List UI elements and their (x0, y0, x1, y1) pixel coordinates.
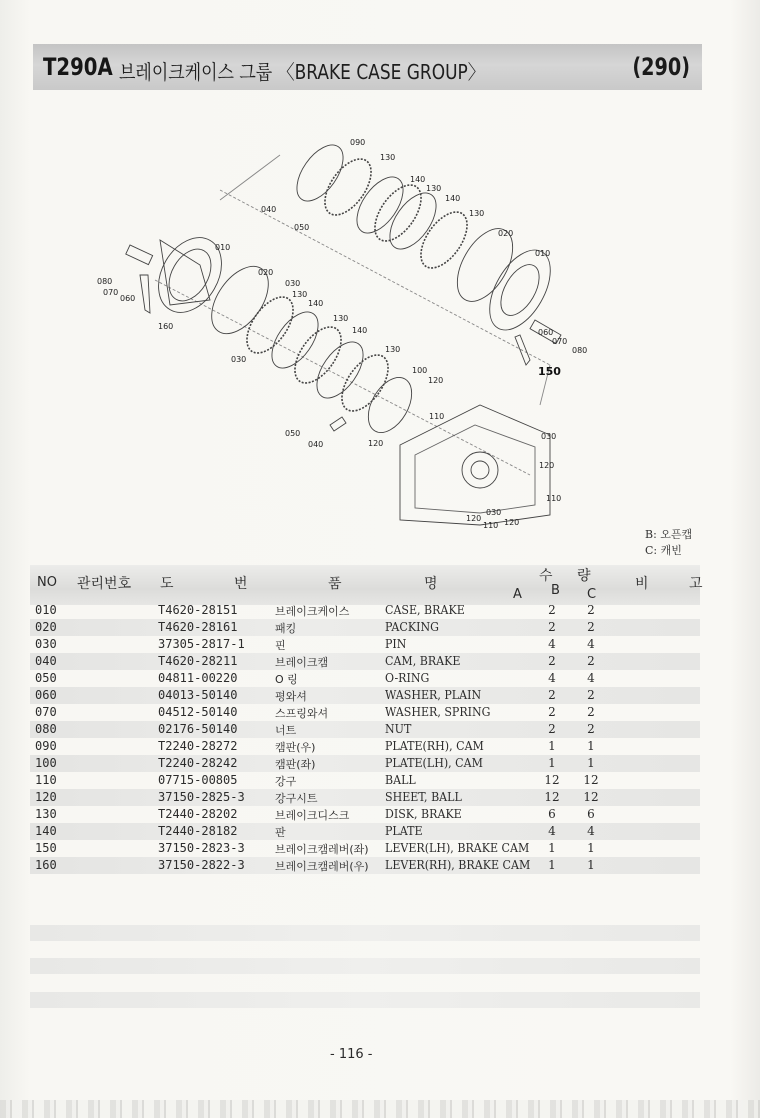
blank-row (30, 925, 700, 941)
svg-text:120: 120 (466, 514, 482, 523)
row-name-english: NUT (385, 722, 412, 736)
row-no: 150 (35, 841, 57, 855)
row-qty-b: 1 (548, 756, 556, 770)
row-name-english: WASHER, PLAIN (385, 688, 482, 702)
legend-c: C: 캐빈 (645, 544, 682, 557)
svg-text:130: 130 (292, 290, 308, 299)
table-row (30, 721, 700, 738)
row-name-english: PACKING (385, 620, 439, 634)
row-name-korean: 브레이크캠레버(좌) (275, 843, 369, 856)
col-drawing-no: 도 번 (160, 576, 276, 592)
row-qty-c: 2 (587, 620, 595, 634)
blank-row (30, 958, 700, 974)
col-management-no: 관리번호 (77, 576, 132, 592)
row-part-number: T2440-28202 (158, 807, 238, 821)
row-name-english: LEVER(RH), BRAKE CAM (385, 858, 531, 872)
svg-text:120: 120 (428, 376, 444, 385)
svg-text:120: 120 (504, 518, 520, 527)
row-part-number: 37150-2823-3 (158, 841, 245, 855)
row-qty-b: 1 (548, 841, 556, 855)
row-qty-b: 6 (548, 807, 556, 821)
row-no: 140 (35, 824, 57, 838)
row-name-korean: 브레이크디스크 (275, 809, 350, 822)
row-no: 130 (35, 807, 57, 821)
row-no: 080 (35, 722, 57, 736)
group-number: (290) (632, 53, 690, 81)
parts-table-body (30, 602, 700, 874)
row-name-english: PLATE (385, 824, 423, 838)
row-qty-c: 1 (587, 756, 595, 770)
row-qty-c: 4 (587, 824, 595, 838)
row-qty-c: 1 (587, 841, 595, 855)
row-qty-c: 1 (587, 739, 595, 753)
row-qty-c: 12 (583, 790, 599, 804)
row-name-english: SHEET, BALL (385, 790, 462, 804)
col-name-2: 명 (424, 576, 438, 592)
svg-text:130: 130 (380, 153, 396, 162)
table-row (30, 789, 700, 806)
legend-b: B: 오픈캡 (645, 528, 693, 541)
group-code: T290A (43, 53, 113, 81)
row-no: 070 (35, 705, 57, 719)
table-row (30, 857, 700, 874)
svg-text:050: 050 (294, 223, 310, 232)
svg-text:060: 060 (538, 328, 554, 337)
scan-edge (0, 1100, 760, 1118)
svg-text:040: 040 (261, 205, 277, 214)
row-qty-c: 2 (587, 654, 595, 668)
svg-text:030: 030 (285, 279, 301, 288)
col-remarks: 비 고 (635, 576, 721, 592)
svg-text:030: 030 (541, 432, 557, 441)
row-qty-b: 2 (548, 688, 556, 702)
table-row (30, 619, 700, 636)
row-qty-b: 2 (548, 722, 556, 736)
row-qty-c: 2 (587, 688, 595, 702)
row-no: 110 (35, 773, 57, 787)
row-qty-b: 4 (548, 824, 556, 838)
svg-text:100: 100 (412, 366, 428, 375)
svg-text:040: 040 (308, 440, 324, 449)
svg-text:120: 120 (368, 439, 384, 448)
row-part-number: 04013-50140 (158, 688, 238, 702)
table-row (30, 653, 700, 670)
table-row (30, 823, 700, 840)
row-qty-b: 12 (544, 773, 560, 787)
section-header (33, 44, 702, 90)
row-qty-c: 2 (587, 603, 595, 617)
row-no: 160 (35, 858, 57, 872)
row-name-korean: 핀 (275, 639, 286, 652)
svg-text:020: 020 (258, 268, 274, 277)
row-name-korean: 판 (275, 826, 286, 839)
col-name-1: 품 (328, 576, 342, 592)
row-name-english: LEVER(LH), BRAKE CAM (385, 841, 530, 855)
svg-text:140: 140 (410, 175, 426, 184)
row-qty-b: 1 (548, 858, 556, 872)
svg-text:130: 130 (469, 209, 485, 218)
svg-text:110: 110 (546, 494, 562, 503)
row-no: 010 (35, 603, 57, 617)
row-name-korean: 캠판(좌) (275, 758, 316, 771)
row-part-number: 04512-50140 (158, 705, 238, 719)
row-name-korean: 강구 (275, 775, 297, 788)
row-name-korean: 평와셔 (275, 690, 307, 703)
row-name-english: WASHER, SPRING (385, 705, 491, 719)
svg-text:120: 120 (539, 461, 555, 470)
row-name-korean: 강구시트 (275, 792, 318, 805)
row-no: 030 (35, 637, 57, 651)
row-name-korean: 브레이크캠 (275, 656, 329, 669)
row-part-number: T2240-28242 (158, 756, 238, 770)
row-name-english: CAM, BRAKE (385, 654, 461, 668)
svg-text:010: 010 (215, 243, 231, 252)
legend (645, 527, 692, 559)
blank-row (30, 992, 700, 1008)
svg-text:020: 020 (498, 229, 514, 238)
row-part-number: 04811-00220 (158, 671, 238, 685)
row-qty-c: 2 (587, 705, 595, 719)
svg-text:140: 140 (352, 326, 368, 335)
svg-text:030: 030 (231, 355, 247, 364)
row-no: 120 (35, 790, 57, 804)
row-qty-c: 4 (587, 637, 595, 651)
table-row (30, 670, 700, 687)
col-qty-c: C (587, 587, 597, 602)
row-no: 050 (35, 671, 57, 685)
svg-text:150: 150 (538, 365, 561, 378)
table-row (30, 636, 700, 653)
row-name-korean: 브레이크케이스 (275, 605, 350, 618)
row-name-korean: O 링 (275, 673, 298, 686)
row-name-korean: 패킹 (275, 622, 297, 635)
row-qty-b: 4 (548, 671, 556, 685)
row-qty-c: 12 (583, 773, 599, 787)
group-title: 브레이크케이스 그룹 〈BRAKE CASE GROUP〉 (119, 60, 485, 84)
row-part-number: T2240-28272 (158, 739, 238, 753)
row-name-english: PIN (385, 637, 407, 651)
svg-text:080: 080 (572, 346, 588, 355)
row-qty-c: 2 (587, 722, 595, 736)
table-row (30, 755, 700, 772)
row-no: 040 (35, 654, 57, 668)
table-row (30, 772, 700, 789)
row-part-number: T2440-28182 (158, 824, 238, 838)
svg-text:090: 090 (350, 138, 366, 147)
svg-text:160: 160 (158, 322, 174, 331)
row-name-english: PLATE(RH), CAM (385, 739, 484, 753)
row-name-english: BALL (385, 773, 416, 787)
row-name-english: DISK, BRAKE (385, 807, 462, 821)
row-qty-b: 2 (548, 654, 556, 668)
svg-text:070: 070 (103, 288, 119, 297)
row-no: 060 (35, 688, 57, 702)
row-no: 090 (35, 739, 57, 753)
row-qty-b: 2 (548, 705, 556, 719)
svg-text:130: 130 (333, 314, 349, 323)
row-part-number: T4620-28211 (158, 654, 238, 668)
parts-table-header (30, 565, 721, 605)
row-part-number: T4620-28151 (158, 603, 238, 617)
row-part-number: 37150-2825-3 (158, 790, 245, 804)
table-row (30, 806, 700, 823)
svg-text:140: 140 (445, 194, 461, 203)
row-qty-c: 4 (587, 671, 595, 685)
row-qty-b: 4 (548, 637, 556, 651)
row-qty-b: 2 (548, 620, 556, 634)
col-no: NO (37, 575, 57, 590)
row-part-number: 37150-2822-3 (158, 858, 245, 872)
svg-text:050: 050 (285, 429, 301, 438)
row-qty-b: 2 (548, 603, 556, 617)
row-name-english: O-RING (385, 671, 430, 685)
svg-text:030: 030 (486, 508, 502, 517)
row-qty-c: 1 (587, 858, 595, 872)
svg-text:130: 130 (426, 184, 442, 193)
svg-text:060: 060 (120, 294, 136, 303)
row-part-number: 07715-00805 (158, 773, 238, 787)
page-number: - 116 - (330, 1047, 373, 1062)
row-part-number: T4620-28161 (158, 620, 238, 634)
table-row (30, 602, 700, 619)
svg-text:130: 130 (385, 345, 401, 354)
col-quantity: 수 량 (539, 568, 601, 584)
table-row (30, 704, 700, 721)
svg-text:080: 080 (97, 277, 113, 286)
svg-text:010: 010 (535, 249, 551, 258)
col-qty-b: B (551, 583, 560, 598)
row-name-korean: 너트 (275, 724, 297, 737)
col-qty-a: A (513, 587, 522, 602)
table-row (30, 687, 700, 704)
row-no: 100 (35, 756, 57, 770)
table-row (30, 738, 700, 755)
exploded-parts-diagram (80, 125, 588, 535)
row-part-number: 02176-50140 (158, 722, 238, 736)
row-no: 020 (35, 620, 57, 634)
svg-text:070: 070 (552, 337, 568, 346)
row-name-english: PLATE(LH), CAM (385, 756, 483, 770)
svg-text:110: 110 (429, 412, 445, 421)
row-part-number: 37305-2817-1 (158, 637, 245, 651)
row-qty-b: 12 (544, 790, 560, 804)
row-qty-b: 1 (548, 739, 556, 753)
row-name-korean: 스프링와셔 (275, 707, 329, 720)
row-qty-c: 6 (587, 807, 595, 821)
svg-text:140: 140 (308, 299, 324, 308)
row-name-korean: 캠판(우) (275, 741, 316, 754)
svg-text:110: 110 (483, 521, 499, 530)
row-name-english: CASE, BRAKE (385, 603, 465, 617)
table-row (30, 840, 700, 857)
row-name-korean: 브레이크캠레버(우) (275, 860, 369, 873)
